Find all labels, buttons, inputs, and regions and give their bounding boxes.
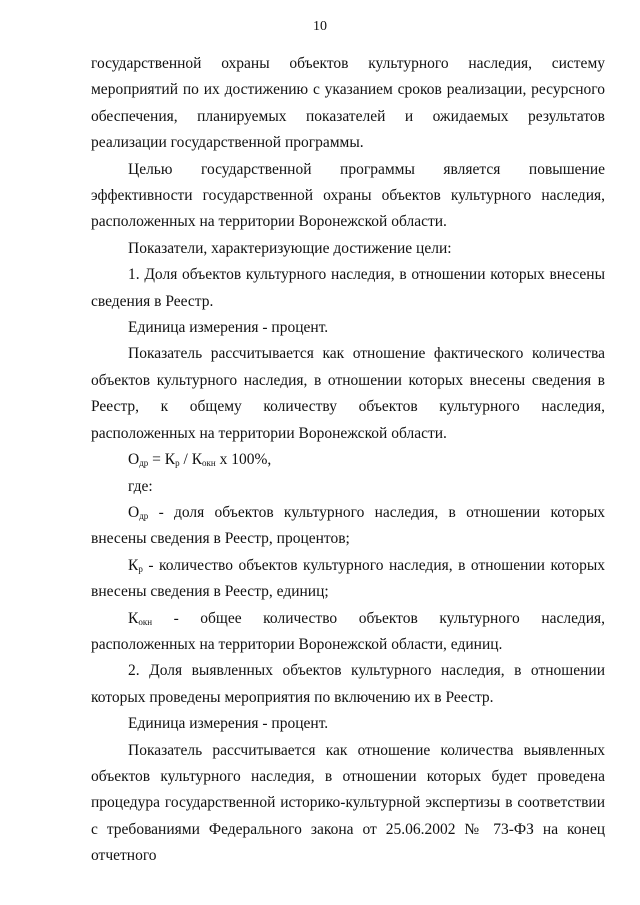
definition-symbol-sub: р	[138, 563, 143, 574]
formula-lhs-sub: др	[139, 458, 149, 469]
formula-div: /	[179, 451, 192, 469]
formula-tail: х 100%,	[215, 451, 272, 469]
formula-kr: К	[164, 451, 176, 469]
formula	[91, 447, 605, 473]
definition-symbol-sub: окн	[138, 616, 153, 627]
definition-odr	[91, 500, 605, 553]
formula-eq: =	[148, 451, 165, 469]
formula-kokn-sub: окн	[202, 458, 216, 469]
formula-kokn: К	[191, 451, 203, 469]
paragraph-unit-1: Единица измерения - процент.	[128, 319, 329, 337]
document-body	[91, 51, 605, 870]
definition-kr	[91, 553, 605, 606]
definition-text: - доля объектов культурного наследия, в отношении которых внесены сведения в Реестр, процентов;	[91, 503, 605, 548]
paragraph-where: где:	[128, 477, 153, 495]
definition-text: - общее количество объектов культурного наследия, расположенных на территории Воронежской области, единиц.	[91, 609, 605, 653]
definition-text: - количество объектов культурного наследия, в отношении которых внесены сведения в Реестр, единиц;	[91, 556, 605, 601]
paragraph-unit-2: Единица измерения - процент.	[128, 715, 329, 733]
definition-symbol: К	[128, 609, 139, 627]
paragraph-indicator-1: 1. Доля объектов культурного наследия, в отношении которых внесены сведения в Реестр.	[91, 266, 605, 310]
definition-kokn	[91, 606, 605, 659]
definition-symbol: К	[128, 556, 139, 574]
definition-symbol-sub: др	[139, 510, 149, 521]
paragraph-calculation-2: Показатель рассчитывается как отношение количества выявленных объектов культурного наследия, в отношении которых будет проведена процедура государственной историко-культурной экспертизы в соответствии с требованиями Федерального закона от 25.06.2002 № 73-ФЗ на конец отчетного	[91, 741, 605, 865]
paragraph-indicator-2: 2. Доля выявленных объектов культурного наследия, в отношении которых проведены мероприятия по включению их в Реестр.	[91, 662, 605, 706]
paragraph-goal: Целью государственной программы является повышение эффективности государственной охраны объектов культурного наследия, расположенных на территории Воронежской области.	[91, 160, 605, 231]
paragraph-calculation-1: Показатель рассчитывается как отношение фактического количества объектов культурного наследия, в отношении которых внесены сведения в Реестр, к общему количеству объектов культурного наследия, расположенных на территории Воронежской области.	[91, 345, 605, 442]
page-number: 10	[313, 19, 327, 34]
definition-symbol: О	[128, 503, 140, 521]
formula-kr-sub: р	[175, 458, 180, 469]
formula-lhs: О	[128, 451, 140, 469]
paragraph-indicators-heading: Показатели, характеризующие достижение цели:	[128, 239, 452, 257]
paragraph-continuation: государственной охраны объектов культурного наследия, систему мероприятий по их достижению с указанием сроков реализации, ресурсного обеспечения, планируемых показателей и ожидаемых результатов реализации государственной программы.	[91, 55, 605, 152]
